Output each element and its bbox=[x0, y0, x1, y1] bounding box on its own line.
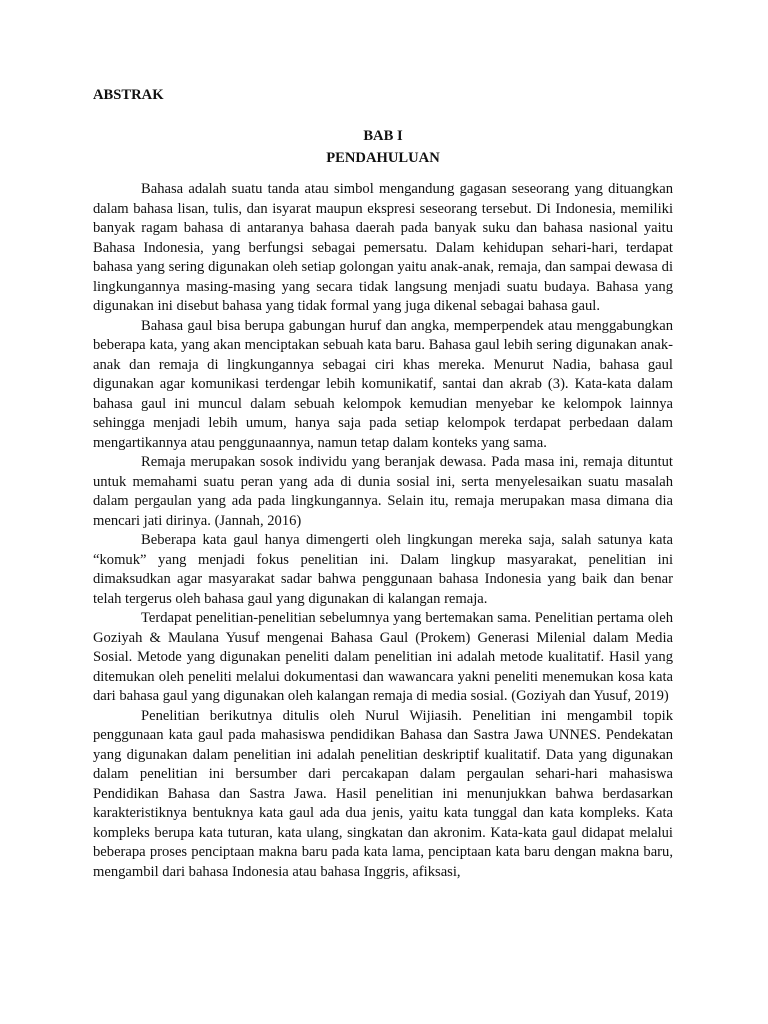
chapter-label: BAB I bbox=[363, 128, 403, 144]
paragraph: Remaja merupakan sosok individu yang beranjak dewasa. Pada masa ini, remaja dituntut untuk memahami suatu peran yang ada di dunia sosial ini, serta menyelesaikan suatu masalah dalam pergaulan yang ada pada lingkungannya. Selain itu, remaja merupakan masa dimana dia mencari jati dirinya. (Jannah, 2016) bbox=[93, 454, 673, 529]
paragraph: Terdapat penelitian-penelitian sebelumnya yang bertemakan sama. Penelitian pertama oleh Goziyah & Maulana Yusuf mengenai Bahasa Gaul (Prokem) Generasi Milenial dalam Media Sosial. Metode yang digunakan peneliti dalam penelitian ini adalah metode kualitatif. Hasil yang ditemukan oleh peneliti melalui dokumentasi dan wawancara yakni peneliti menemukan kosa kata dari bahasa gaul yang digunakan oleh kalangan remaja di media sosial. (Goziyah dan Yusuf, 2019) bbox=[93, 610, 673, 704]
paragraph: Bahasa gaul bisa berupa gabungan huruf dan angka, memperpendek atau menggabungkan beberapa kata, yang akan menciptakan sebuah kata baru. Bahasa gaul lebih sering digunakan anak-anak dan remaja di lingkungannya sebagai ciri khas mereka. Menurut Nadia, bahasa gaul digunakan agar komunikasi terdengar lebih komunikatif, santai dan akrab (3). Kata-kata dalam bahasa gaul ini muncul dalam sebuah kelompok kemudian menyebar ke kelompok lainnya sehingga menjadi lebih umum, hanya saja pada setiap kelompok terdapat perbedaan dalam mengartikannya atau penggunaannya, namun tetap dalam konteks yang sama. bbox=[93, 317, 673, 451]
paragraph: Penelitian berikutnya ditulis oleh Nurul Wijiasih. Penelitian ini mengambil topik penggunaan kata gaul pada mahasiswa pendidikan Bahasa dan Sastra Jawa UNNES. Pendekatan yang digunakan dalam penelitian ini adalah penelitian deskriptif kualitatif. Data yang digunakan dalam penelitian ini bersumber dari percakapan dalam pergaulan sehari-hari mahasiswa Pendidikan Bahasa dan Sastra Jawa. Hasil penelitian ini menunjukkan bahwa berdasarkan karakteristiknya bentuknya kata gaul ada dua jenis, yaitu kata tunggal dan kata kompleks. Kata kompleks berupa kata tuturan, kata ulang, singkatan dan akronim. Kata-kata gaul didapat melalui beberapa proses penciptaan makna baru pada kata lama, penciptaan kata baru dengan makna baru, mengambil dari bahasa Indonesia atau bahasa Inggris, afiksasi, bbox=[93, 707, 673, 880]
paragraph: Beberapa kata gaul hanya dimengerti oleh lingkungan mereka saja, salah satunya kata “komuk” yang menjadi fokus penelitian ini. Dalam lingkup masyarakat, penelitian ini dimaksudkan agar masyarakat sadar bahwa penggunaan bahasa Indonesia yang baik dan benar telah tergerus oleh bahasa gaul yang digunakan di kalangan remaja. bbox=[93, 532, 673, 607]
chapter-heading bbox=[93, 125, 673, 169]
body-text bbox=[93, 180, 673, 882]
abstract-heading: ABSTRAK bbox=[93, 87, 164, 103]
chapter-title: PENDAHULUAN bbox=[326, 150, 440, 166]
paragraph: Bahasa adalah suatu tanda atau simbol mengandung gagasan seseorang yang dituangkan dalam bahasa lisan, tulis, dan isyarat maupun ekspresi seseorang tersebut. Di Indonesia, memiliki banyak ragam bahasa di antaranya bahasa daerah pada banyak suku dan bahasa nasional yaitu Bahasa Indonesia, yang berfungsi sebagai pemersatu. Dalam kehidupan sehari-hari, terdapat bahasa yang sering digunakan oleh setiap golongan yaitu anak-anak, remaja, dan sampai dewasa di lingkungannya masing-masing yang secara tidak langsung menjadi suatu budaya. Bahasa yang digunakan ini disebut bahasa yang tidak formal yang juga dikenal sebagai bahasa gaul. bbox=[93, 181, 673, 314]
